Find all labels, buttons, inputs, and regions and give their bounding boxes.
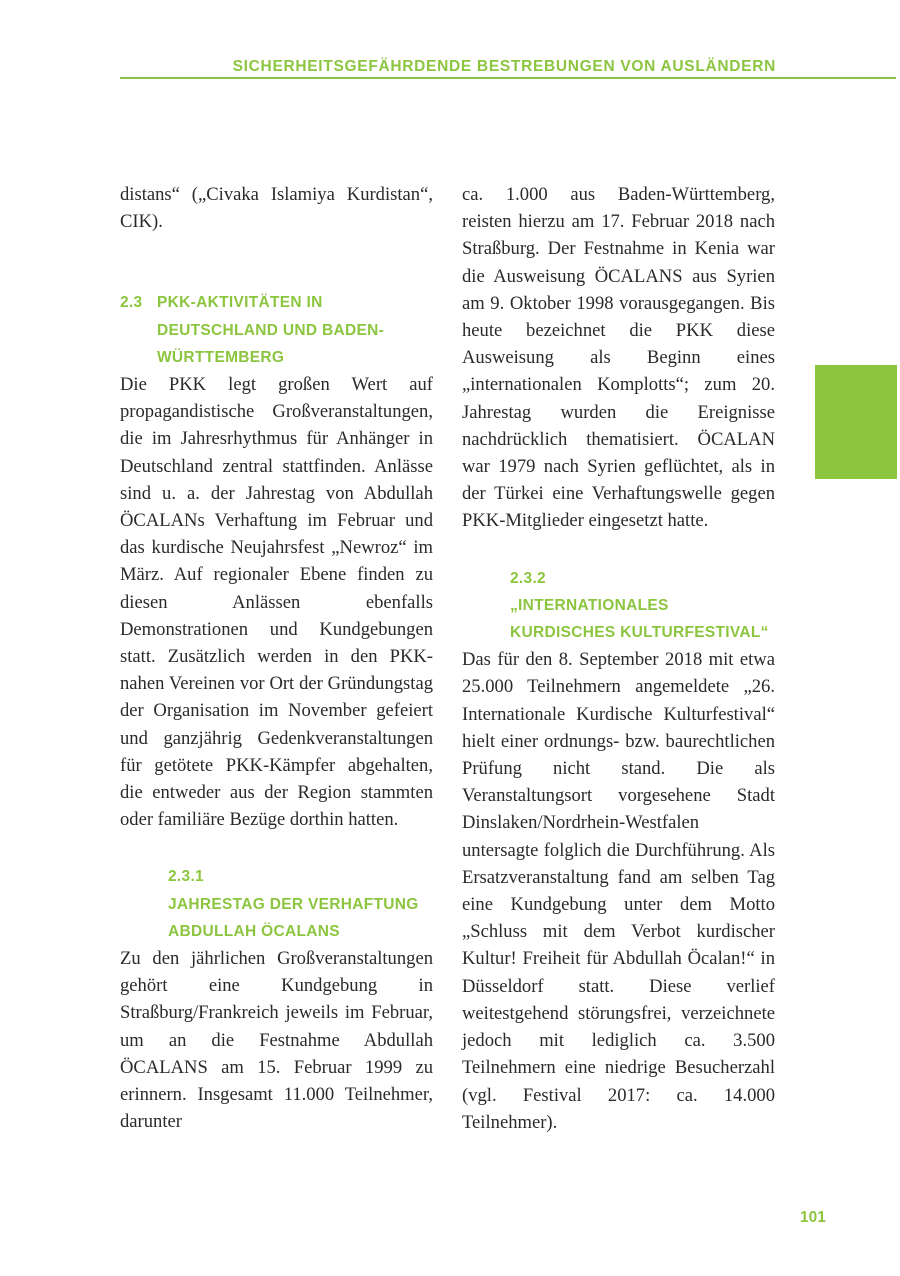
subsection-paragraph: Das für den 8. September 2018 mit etwa 25.000 Teilnehmern angemeldete „26. Internationale Kurdische Kulturfestival“ hielt einer ordnungs- bzw. baurechtlichen Prüfung nicht stand. Die als Veranstaltungsort vorgesehene Stadt Dinslaken/Nordrhein-Westfalen untersagte folglich die Durchführung. Als Ersatzveranstaltung fand am selben Tag eine Kundgebung unter dem Motto „Schluss mit dem Verbot kurdischer Kultur! Freiheit für Abdullah Öcalan!“ in Düsseldorf statt. Diese verlief weitestgehend störungsfrei, verzeichnete jedoch mit lediglich ca. 3.500 Teilnehmern eine niedrige Besucherzahl (vgl. Festival 2017: ca. 14.000 Teilnehmer). xyxy=(462,649,775,1133)
subsection-heading-2-3-2 xyxy=(462,565,775,647)
left-column xyxy=(120,181,433,1136)
running-header: SICHERHEITSGEFÄHRDENDE BESTREBUNGEN VON AUSLÄNDERN xyxy=(232,58,776,75)
header-rule xyxy=(120,77,896,79)
spacer xyxy=(120,235,433,289)
subsection-paragraph: Zu den jährlichen Großveranstaltungen gehört eine Kundgebung in Straßburg/Frankreich jeweils im Februar, um an die Festnahme Abdullah ÖCALANS am 15. Februar 1999 zu erinnern. Insgesamt 11.000 Teilnehmer, darunter xyxy=(120,948,433,1133)
subsection-number: 2.3.1 xyxy=(168,868,204,886)
section-heading xyxy=(120,289,433,371)
right-column xyxy=(462,181,775,1136)
intro-paragraph: distans“ („Civaka Islamiya Kurdistan“, CIK). xyxy=(120,184,433,233)
subsection-heading-2-3-1 xyxy=(120,863,433,945)
subsection-title: „INTERNATIONALES KURDISCHES KULTURFESTIVAL“ xyxy=(510,596,769,642)
section-title: PKK-AKTIVITÄTEN IN DEUTSCHLAND UND BADEN-WÜRTTEMBERG xyxy=(157,294,385,366)
continued-paragraph: ca. 1.000 aus Baden-Württemberg, reisten hierzu am 17. Februar 2018 nach Straßburg. Der Festnahme in Kenia war die Ausweisung ÖCALANS aus Syrien am 9. Oktober 1998 vorausgegangen. Bis heute bezeichnet die PKK diese Ausweisung als Beginn eines „internationalen Komplotts“; zum 20. Jahrestag wurden die Ereignisse nachdrücklich thematisiert. ÖCALAN war 1979 nach Syrien geflüchtet, als in der Türkei eine Verhaftungswelle gegen PKK-Mitglieder eingesetzt hatte. xyxy=(462,184,775,532)
section-number: 2.3 xyxy=(120,294,143,312)
page-number: 101 xyxy=(800,1209,826,1226)
spacer xyxy=(462,535,775,565)
spacer xyxy=(120,833,433,863)
chapter-side-tab xyxy=(815,365,897,479)
section-paragraph: Die PKK legt großen Wert auf propagandistische Großveranstaltungen, die im Jahresrhythmus für Anhänger in Deutschland zentral stattfinden. Anlässe sind u. a. der Jahrestag von Abdullah ÖCALANs Verhaftung im Februar und das kurdische Neujahrsfest „Newroz“ im März. Auf regionaler Ebene finden zu diesen Anlässen ebenfalls Demonstrationen und Kundgebungen statt. Zusätzlich werden in den PKK-nahen Vereinen vor Ort der Gründungstag der Organisation im November gefeiert und ganzjährig Gedenkveranstaltungen für getötete PKK-Kämpfer abgehalten, die entweder aus der Region stammten oder familiäre Bezüge dorthin hatten. xyxy=(120,374,433,831)
subsection-title: JAHRESTAG DER VERHAFTUNG ABDULLAH ÖCALANS xyxy=(168,895,419,940)
subsection-number: 2.3.2 xyxy=(510,569,546,587)
